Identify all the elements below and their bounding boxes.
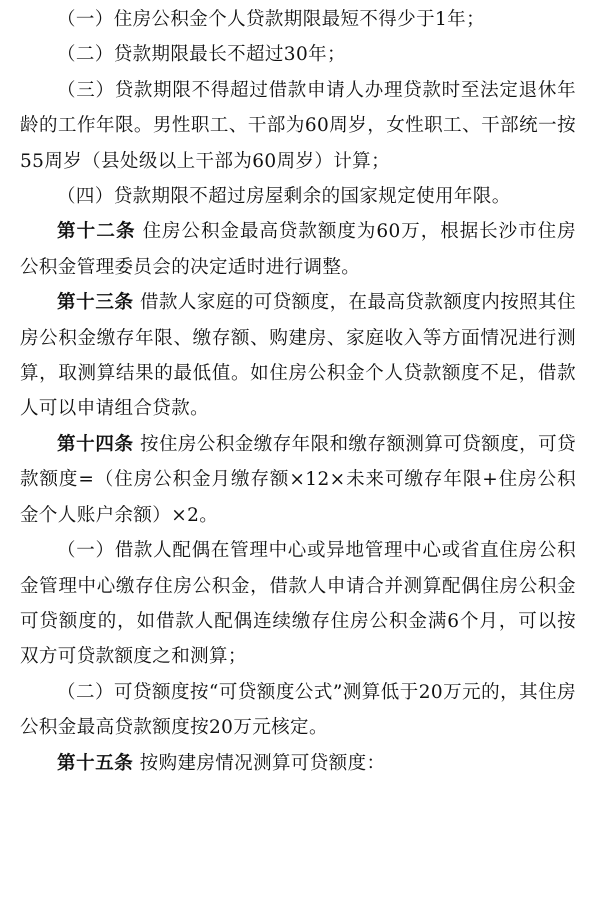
article-15 xyxy=(20,746,576,781)
article-13 xyxy=(20,285,576,427)
paragraph-text: 借款人家庭的可贷额度，在最高贷款额度内按照其住房公积金缴存年限、缴存额、购建房、家庭收入等方面情况进行测算，取测算结果的最低值。如住房公积金个人贷款额度不足，借款人可以申请组合贷款。 xyxy=(20,292,576,420)
article-14 xyxy=(20,427,576,533)
article-12 xyxy=(20,214,576,285)
paragraph-text: （一）住房公积金个人贷款期限最短不得少于1年； xyxy=(57,9,485,30)
article-heading: 第十三条 xyxy=(57,292,134,314)
paragraph-text: （三）贷款期限不得超过借款申请人办理贷款时至法定退休年龄的工作年限。男性职工、干部为60周岁，女性职工、干部统一按55周岁（县处级以上干部为60周岁）计算； xyxy=(20,79,576,172)
paragraph-minimum-amount xyxy=(20,675,576,746)
article-heading: 第十五条 xyxy=(57,752,134,774)
article-heading: 第十四条 xyxy=(57,433,134,455)
paragraph-text: 按住房公积金缴存年限和缴存额测算可贷额度，可贷款额度=（住房公积金月缴存额×12×未来可缴存年限+住房公积金个人账户余额）×2。 xyxy=(20,433,576,526)
paragraph-text: （一）借款人配偶在管理中心或异地管理中心或省直住房公积金管理中心缴存住房公积金，借款人申请合并测算配偶住房公积金可贷额度的，如借款人配偶连续缴存住房公积金满6个月，可以按双方可贷款额度之和测算； xyxy=(20,540,576,668)
paragraph-term-min xyxy=(20,2,576,37)
paragraph-text: 按购建房情况测算可贷额度： xyxy=(133,752,386,774)
article-heading: 第十二条 xyxy=(57,221,136,243)
paragraph-spouse-combined xyxy=(20,533,576,675)
paragraph-text: 住房公积金最高贷款额度为60万，根据长沙市住房公积金管理委员会的决定适时进行调整。 xyxy=(20,221,576,278)
paragraph-term-max xyxy=(20,37,576,72)
paragraph-text: （二）贷款期限最长不超过30年； xyxy=(57,44,346,66)
paragraph-term-property-life xyxy=(20,179,576,214)
paragraph-text: （四）贷款期限不超过房屋剩余的国家规定使用年限。 xyxy=(57,186,511,208)
paragraph-term-retirement xyxy=(20,73,576,179)
paragraph-text: （二）可贷额度按“可贷额度公式”测算低于20万元的，其住房公积金最高贷款额度按20万元核定。 xyxy=(20,681,576,739)
